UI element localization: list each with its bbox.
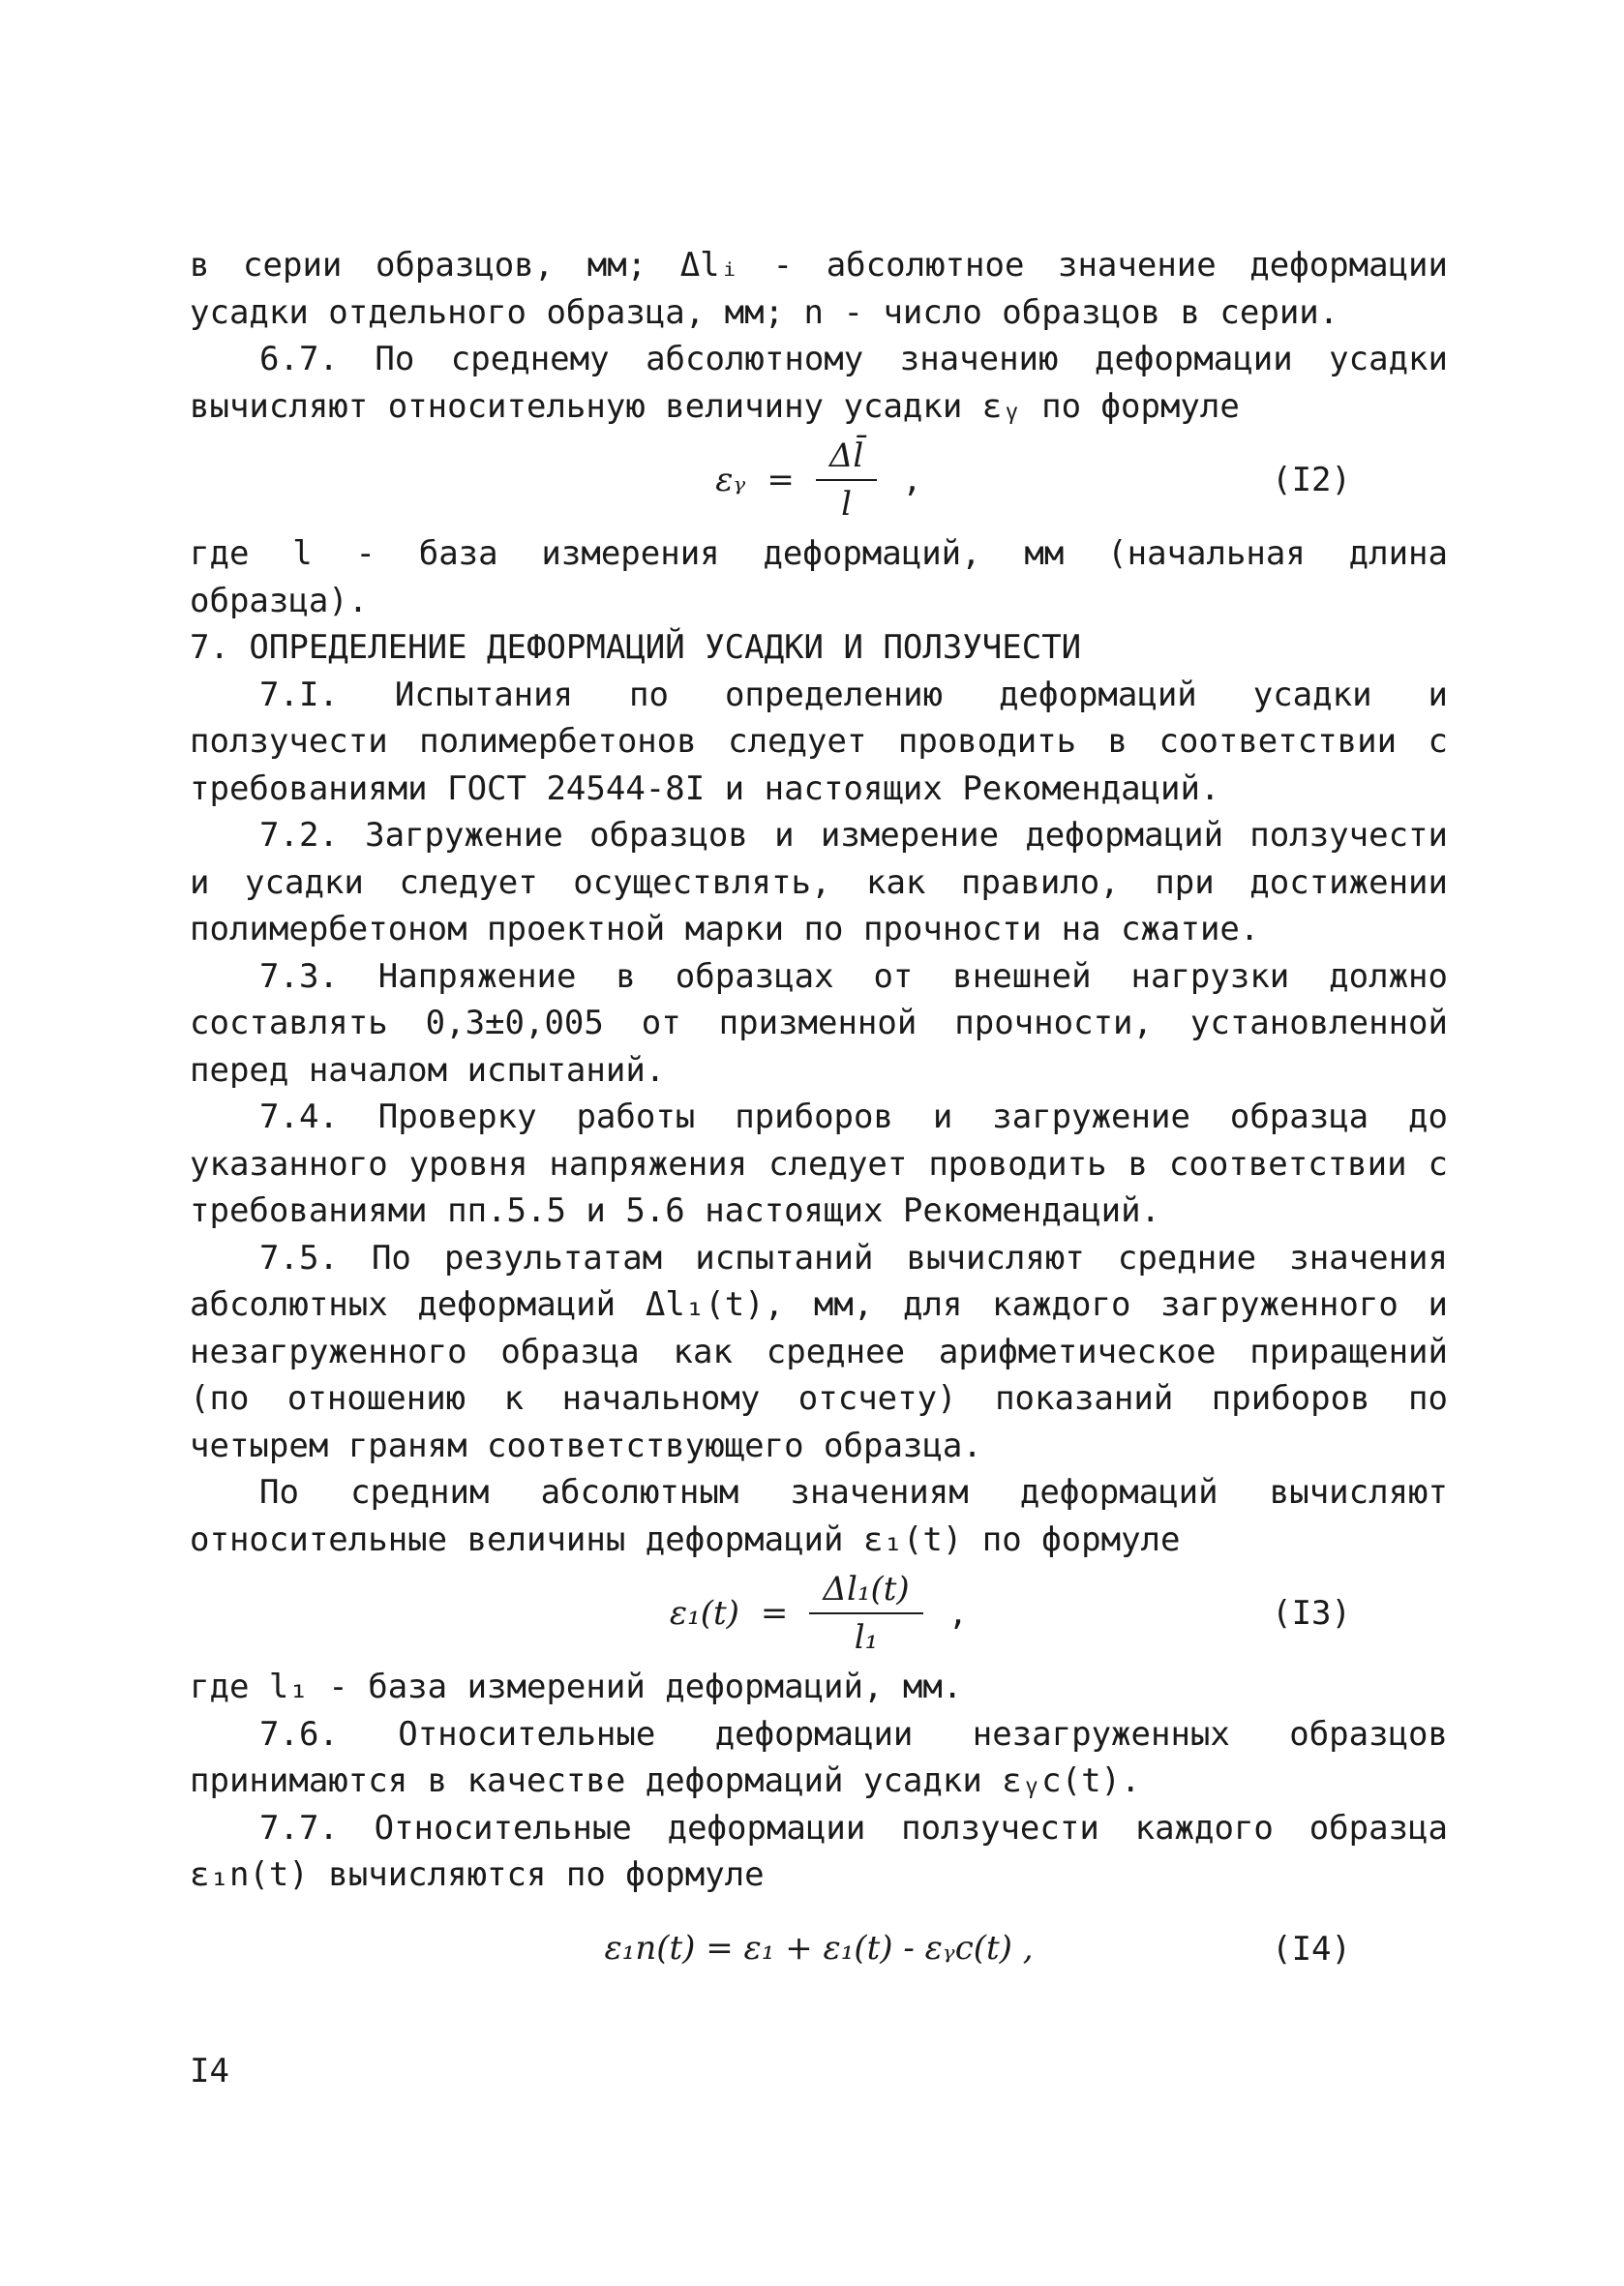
paragraph-7-3: 7.3. Напряжение в образцах от внешней нагрузки должно составлять 0,3±0,005 от призменной прочности, установленной перед началом испытаний. — [190, 956, 1448, 1090]
formula-14-expression: ε₁n(t) = ε₁ + ε₁(t) - εᵧc(t) , — [604, 1929, 1034, 1969]
section-heading-7: 7. ОПРЕДЕЛЕНИЕ ДЕФОРМАЦИЙ УСАДКИ И ПОЛЗУЧЕСТИ — [190, 628, 1082, 667]
formula-13-numerator: Δl₁(t) — [809, 1568, 922, 1614]
paragraph-7-7: 7.7. Относительные деформации ползучести каждого образца ε₁n(t) вычисляются по формуле — [190, 1808, 1448, 1894]
formula-13-fraction — [809, 1568, 922, 1659]
paragraph-6-6-tail: в серии образцов, мм; Δlᵢ - абсолютное значение деформации усадки отдельного образца, мм; n - число образцов в серии. — [190, 246, 1448, 332]
formula-12-denominator: l — [841, 485, 852, 524]
formula-13-label: (I3) — [1272, 1593, 1351, 1633]
formula-12-lhs: εᵧ — [715, 460, 746, 499]
paragraph-6-7: 6.7. По среднему абсолютному значению деформации усадки вычисляют относительную величину усадки εᵧ по формуле — [190, 340, 1448, 426]
formula-13 — [190, 1565, 1448, 1662]
formula-12-numerator: Δl̄ — [816, 435, 877, 481]
formula-13-denominator: l₁ — [854, 1618, 879, 1657]
paragraph-7-6: 7.6. Относительные деформации незагруженных образцов принимаются в качестве деформаций усадки εᵧc(t). — [190, 1714, 1448, 1800]
paragraph-7-2: 7.2. Загружение образцов и измерение деформаций ползучести и усадки следует осуществлять, как правило, при достижении полимербетоном проектной марки по прочности на сжатие. — [190, 816, 1448, 948]
paragraph-7-4: 7.4. Проверку работы приборов и загружение образца до указанного уровня напряжения следует проводить в соответствии с требованиями пп.5.5 и 5.6 настоящих Рекомендаций. — [190, 1098, 1448, 1230]
formula-12-label: (I2) — [1272, 460, 1351, 499]
paragraph-7-5: 7.5. По результатам испытаний вычисляют средние значения абсолютных деформаций Δl₁(t), мм, для каждого загруженного и незагруженного образца как среднее арифметическое приращений (по отношению к начальному отсчету) показаний приборов по четырем граням соответствующего образца. — [190, 1238, 1448, 1465]
formula-13-lhs: ε₁(t) — [669, 1593, 739, 1633]
body-text — [190, 242, 1448, 2000]
paragraph-7-5-formula-intro: По средним абсолютным значениям деформаций вычисляют относительные величины деформаций ε₁(t) по формуле — [190, 1473, 1448, 1559]
page-number: I4 — [190, 2052, 229, 2090]
formula-13-equals: = — [760, 1593, 789, 1633]
formula-12 — [190, 432, 1448, 528]
formula-14-label: (I4) — [1272, 1929, 1351, 1969]
formula-12-equals: = — [767, 460, 795, 499]
paragraph-where-l: где l - база измерения деформаций, мм (начальная длина образца). — [190, 534, 1448, 620]
formula-12-fraction — [816, 435, 877, 526]
paragraph-where-l1: где l₁ - база измерений деформаций, мм. — [190, 1668, 963, 1706]
formula-14 — [190, 1901, 1448, 1998]
formula-12-comma: , — [902, 460, 922, 499]
paragraph-7-1: 7.I. Испытания по определению деформаций усадки и ползучести полимербетонов следует проводить в соответствии с требованиями ГОСТ 24544-8I и настоящих Рекомендаций. — [190, 675, 1448, 808]
formula-13-comma: , — [947, 1593, 969, 1633]
